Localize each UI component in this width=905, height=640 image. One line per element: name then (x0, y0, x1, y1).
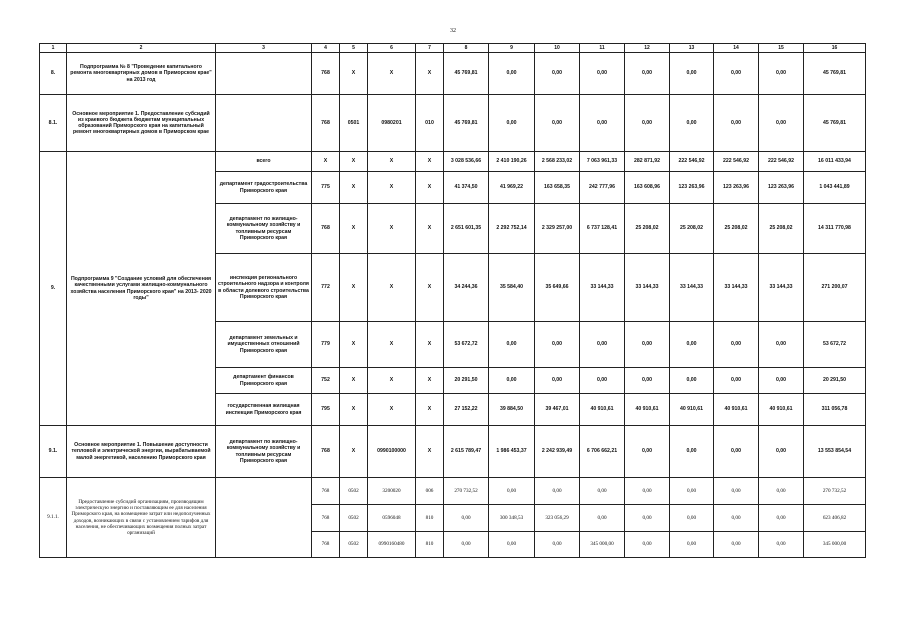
value-cell: 20 291,50 (804, 368, 866, 394)
value-cell: 0,00 (670, 368, 714, 394)
executor-cell: всего (216, 152, 312, 172)
executor-cell: департамент финансов Приморского края (216, 368, 312, 394)
value-cell: 0980201 (368, 95, 416, 152)
value-cell: 39 467,01 (535, 394, 580, 426)
value-cell: 0,00 (670, 532, 714, 558)
value-cell: X (340, 53, 368, 95)
header-cell: 15 (759, 44, 804, 53)
value-cell: 3 028 536,66 (444, 152, 489, 172)
value-cell: 0,00 (625, 532, 670, 558)
value-cell: 810 (416, 505, 444, 532)
value-cell: 0,00 (714, 368, 759, 394)
value-cell: 768 (312, 426, 340, 478)
value-cell: 768 (312, 95, 340, 152)
value-cell: X (368, 172, 416, 204)
header-cell: 13 (670, 44, 714, 53)
value-cell: 45 769,81 (444, 53, 489, 95)
value-cell: X (340, 426, 368, 478)
value-cell: 0,00 (759, 505, 804, 532)
row-number: 9.1. (40, 426, 67, 478)
value-cell: 0,00 (714, 53, 759, 95)
value-cell: 33 144,33 (670, 254, 714, 322)
value-cell: X (416, 322, 444, 368)
value-cell: 45 769,81 (804, 95, 866, 152)
value-cell: 323 056,29 (535, 505, 580, 532)
value-cell: X (416, 368, 444, 394)
value-cell: 270 732,52 (444, 478, 489, 505)
value-cell: 0,00 (535, 322, 580, 368)
budget-table (39, 43, 866, 558)
value-cell: 0,00 (670, 53, 714, 95)
header-cell: 11 (580, 44, 625, 53)
value-cell: 752 (312, 368, 340, 394)
value-cell: 242 777,96 (580, 172, 625, 204)
value-cell: 0,00 (670, 505, 714, 532)
executor-cell: департамент земельных и имущественных отношений Приморского края (216, 322, 312, 368)
value-cell: 0,00 (714, 505, 759, 532)
executor-cell: государственная жилищная инспекция Приморского края (216, 394, 312, 426)
value-cell: 0,00 (535, 95, 580, 152)
value-cell: 0,00 (580, 478, 625, 505)
header-cell: 4 (312, 44, 340, 53)
value-cell: X (416, 53, 444, 95)
value-cell: 345 000,00 (580, 532, 625, 558)
value-cell: 25 208,02 (625, 204, 670, 254)
value-cell: 2 329 257,00 (535, 204, 580, 254)
value-cell: 311 056,78 (804, 394, 866, 426)
table-row-subprogram-9-total (40, 152, 866, 172)
value-cell: 222 546,92 (714, 152, 759, 172)
executor-cell: департамент по жилищно-коммунальному хозяйству и топливным ресурсам Приморского края (216, 204, 312, 254)
value-cell: 0,00 (759, 478, 804, 505)
value-cell: 0,00 (444, 505, 489, 532)
header-cell: 1 (40, 44, 67, 53)
value-cell: 0,00 (714, 426, 759, 478)
value-cell: 0,00 (489, 368, 535, 394)
value-cell: 0,00 (489, 322, 535, 368)
value-cell: X (416, 204, 444, 254)
executor-cell (216, 95, 312, 152)
value-cell: 0,00 (670, 95, 714, 152)
header-cell: 8 (444, 44, 489, 53)
table-row-measure-9-1-1 (40, 478, 866, 505)
value-cell: 0,00 (535, 53, 580, 95)
value-cell: 33 144,33 (580, 254, 625, 322)
value-cell: 795 (312, 394, 340, 426)
value-cell: 2 615 789,47 (444, 426, 489, 478)
executor-cell: департамент по жилищно-коммунальному хозяйству и топливным ресурсам Приморского края (216, 426, 312, 478)
value-cell: 0,00 (580, 505, 625, 532)
value-cell: 810 (416, 532, 444, 558)
value-cell: 2 568 233,02 (535, 152, 580, 172)
value-cell: X (340, 204, 368, 254)
value-cell: 0,00 (489, 53, 535, 95)
value-cell: 0,00 (759, 532, 804, 558)
value-cell: 2 242 939,49 (535, 426, 580, 478)
value-cell: 33 144,33 (714, 254, 759, 322)
value-cell: 0,00 (714, 322, 759, 368)
value-cell: X (312, 152, 340, 172)
value-cell: 41 969,22 (489, 172, 535, 204)
value-cell: 163 658,35 (535, 172, 580, 204)
row-name: Основное мероприятие 1. Предоставление субсидий из краевого бюджета бюджетам муниципальных образований Приморского края на капитальный ремонт многоквартирных домов в Приморском крае (67, 95, 216, 152)
value-cell: X (340, 368, 368, 394)
value-cell: 0,00 (489, 478, 535, 505)
value-cell: X (368, 254, 416, 322)
value-cell: 0,00 (580, 95, 625, 152)
value-cell: 25 208,02 (759, 204, 804, 254)
value-cell: 006 (416, 478, 444, 505)
value-cell: X (340, 152, 368, 172)
value-cell: 0,00 (580, 322, 625, 368)
value-cell: X (340, 322, 368, 368)
row-name: Предоставление субсидий организациям, производящим электрическую энергию и поставляющим ее для населения Приморского края, на возмещение затрат или недополученных доходов, возникающих в связи с установлением тарифов для населения, не обеспечивающих возмещения полных затрат организаций (67, 478, 216, 558)
value-cell: 0,00 (444, 532, 489, 558)
value-cell: 33 144,33 (759, 254, 804, 322)
value-cell: 27 152,22 (444, 394, 489, 426)
value-cell: 222 546,92 (670, 152, 714, 172)
value-cell: X (416, 254, 444, 322)
value-cell: 40 910,61 (759, 394, 804, 426)
value-cell: 40 910,61 (714, 394, 759, 426)
value-cell: 0,00 (670, 478, 714, 505)
value-cell: X (368, 368, 416, 394)
value-cell: 1 043 441,89 (804, 172, 866, 204)
value-cell: 35 649,66 (535, 254, 580, 322)
value-cell: 39 884,50 (489, 394, 535, 426)
executor-cell: департамент градостроительства Приморского края (216, 172, 312, 204)
page-number: 32 (450, 28, 456, 34)
row-number: 9. (40, 152, 67, 426)
value-cell: 0,00 (670, 322, 714, 368)
value-cell: 300 348,53 (489, 505, 535, 532)
value-cell: 0,00 (580, 53, 625, 95)
value-cell: X (416, 394, 444, 426)
header-cell: 7 (416, 44, 444, 53)
value-cell: 2 651 601,35 (444, 204, 489, 254)
value-cell: 25 208,02 (714, 204, 759, 254)
value-cell: 270 732,52 (804, 478, 866, 505)
executor-cell (216, 53, 312, 95)
value-cell: X (340, 254, 368, 322)
value-cell: 45 769,81 (444, 95, 489, 152)
header-cell: 3 (216, 44, 312, 53)
value-cell: X (368, 322, 416, 368)
value-cell: 0990100000 (368, 426, 416, 478)
header-cell: 9 (489, 44, 535, 53)
value-cell: X (368, 152, 416, 172)
value-cell: 779 (312, 322, 340, 368)
table-row-activity-8-1 (40, 95, 866, 152)
value-cell: 0,00 (759, 53, 804, 95)
value-cell: 33 144,33 (625, 254, 670, 322)
value-cell: 163 608,96 (625, 172, 670, 204)
row-name: Подпрограмма № 8 "Проведение капитального ремонта многоквартирных домов в Приморском крае" на 2013 год (67, 53, 216, 95)
value-cell: 123 263,96 (714, 172, 759, 204)
table-row-subprogram-8 (40, 53, 866, 95)
value-cell: 40 910,61 (580, 394, 625, 426)
header-row (40, 44, 866, 53)
value-cell: 0502 (340, 478, 368, 505)
value-cell: 0,00 (580, 368, 625, 394)
value-cell: 0502 (340, 505, 368, 532)
value-cell: 2 292 752,14 (489, 204, 535, 254)
value-cell: 40 910,61 (670, 394, 714, 426)
value-cell: 768 (312, 532, 340, 558)
value-cell: 0,00 (714, 478, 759, 505)
value-cell: X (368, 204, 416, 254)
header-cell: 14 (714, 44, 759, 53)
value-cell: 0,00 (625, 95, 670, 152)
executor-cell: инспекция регионального строительного надзора и контроля в области долевого строительства Приморского края (216, 254, 312, 322)
value-cell: 123 263,96 (670, 172, 714, 204)
value-cell: 53 672,72 (444, 322, 489, 368)
value-cell: 0,00 (625, 53, 670, 95)
row-name: Основное мероприятие 1. Повышение доступности тепловой и электрической энергии, вырабатываемой малой энергетикой, населению Приморского края (67, 426, 216, 478)
value-cell: 0,00 (714, 532, 759, 558)
value-cell: 0990160480 (368, 532, 416, 558)
row-number: 8.1. (40, 95, 67, 152)
value-cell: 7 063 961,33 (580, 152, 625, 172)
value-cell: 53 672,72 (804, 322, 866, 368)
value-cell: 3200020 (368, 478, 416, 505)
value-cell: 6 706 662,21 (580, 426, 625, 478)
value-cell: 0502 (340, 532, 368, 558)
value-cell: X (368, 53, 416, 95)
value-cell: 6 737 128,41 (580, 204, 625, 254)
value-cell: 45 769,81 (804, 53, 866, 95)
value-cell: 0,00 (670, 426, 714, 478)
value-cell: 0,00 (759, 368, 804, 394)
value-cell: 0,00 (759, 322, 804, 368)
header-cell: 5 (340, 44, 368, 53)
value-cell: X (416, 426, 444, 478)
value-cell: 14 311 770,98 (804, 204, 866, 254)
value-cell: 775 (312, 172, 340, 204)
value-cell: X (416, 172, 444, 204)
value-cell: 0,00 (759, 95, 804, 152)
value-cell: 2 410 190,26 (489, 152, 535, 172)
value-cell: X (416, 152, 444, 172)
row-number: 8. (40, 53, 67, 95)
value-cell: X (340, 394, 368, 426)
value-cell: 40 910,61 (625, 394, 670, 426)
value-cell: 0,00 (759, 426, 804, 478)
value-cell: X (368, 394, 416, 426)
value-cell: 010 (416, 95, 444, 152)
value-cell: 282 871,92 (625, 152, 670, 172)
value-cell: 0,00 (535, 532, 580, 558)
value-cell: 768 (312, 53, 340, 95)
header-cell: 6 (368, 44, 416, 53)
row-name: Подпрограмма 9 "Создание условий для обеспечения качественными услугами жилищно-коммунального хозяйства населения Приморского края" на 2013- 2020 годы" (67, 152, 216, 426)
header-cell: 2 (67, 44, 216, 53)
row-number: 9.1.1. (40, 478, 67, 558)
value-cell: 1 986 453,37 (489, 426, 535, 478)
value-cell: 20 291,50 (444, 368, 489, 394)
header-cell: 10 (535, 44, 580, 53)
value-cell: 34 244,36 (444, 254, 489, 322)
value-cell: 35 584,40 (489, 254, 535, 322)
value-cell: 0,00 (625, 426, 670, 478)
value-cell: 0,00 (625, 505, 670, 532)
value-cell: 16 011 433,94 (804, 152, 866, 172)
value-cell: 772 (312, 254, 340, 322)
value-cell: 0,00 (625, 322, 670, 368)
value-cell: 768 (312, 204, 340, 254)
value-cell: X (340, 172, 368, 204)
value-cell: 271 200,07 (804, 254, 866, 322)
value-cell: 0501 (340, 95, 368, 152)
value-cell: 0,00 (535, 368, 580, 394)
value-cell: 0,00 (625, 368, 670, 394)
header-cell: 12 (625, 44, 670, 53)
value-cell: 41 374,50 (444, 172, 489, 204)
executor-cell (216, 478, 312, 558)
value-cell: 123 263,96 (759, 172, 804, 204)
value-cell: 13 553 854,54 (804, 426, 866, 478)
value-cell: 623 406,82 (804, 505, 866, 532)
value-cell: 222 546,92 (759, 152, 804, 172)
value-cell: 768 (312, 505, 340, 532)
table-row-activity-9-1 (40, 426, 866, 478)
value-cell: 345 000,00 (804, 532, 866, 558)
value-cell: 0,00 (535, 478, 580, 505)
value-cell: 0596048 (368, 505, 416, 532)
header-cell: 16 (804, 44, 866, 53)
value-cell: 0,00 (625, 478, 670, 505)
value-cell: 0,00 (489, 532, 535, 558)
value-cell: 0,00 (714, 95, 759, 152)
value-cell: 768 (312, 478, 340, 505)
value-cell: 25 208,02 (670, 204, 714, 254)
value-cell: 0,00 (489, 95, 535, 152)
